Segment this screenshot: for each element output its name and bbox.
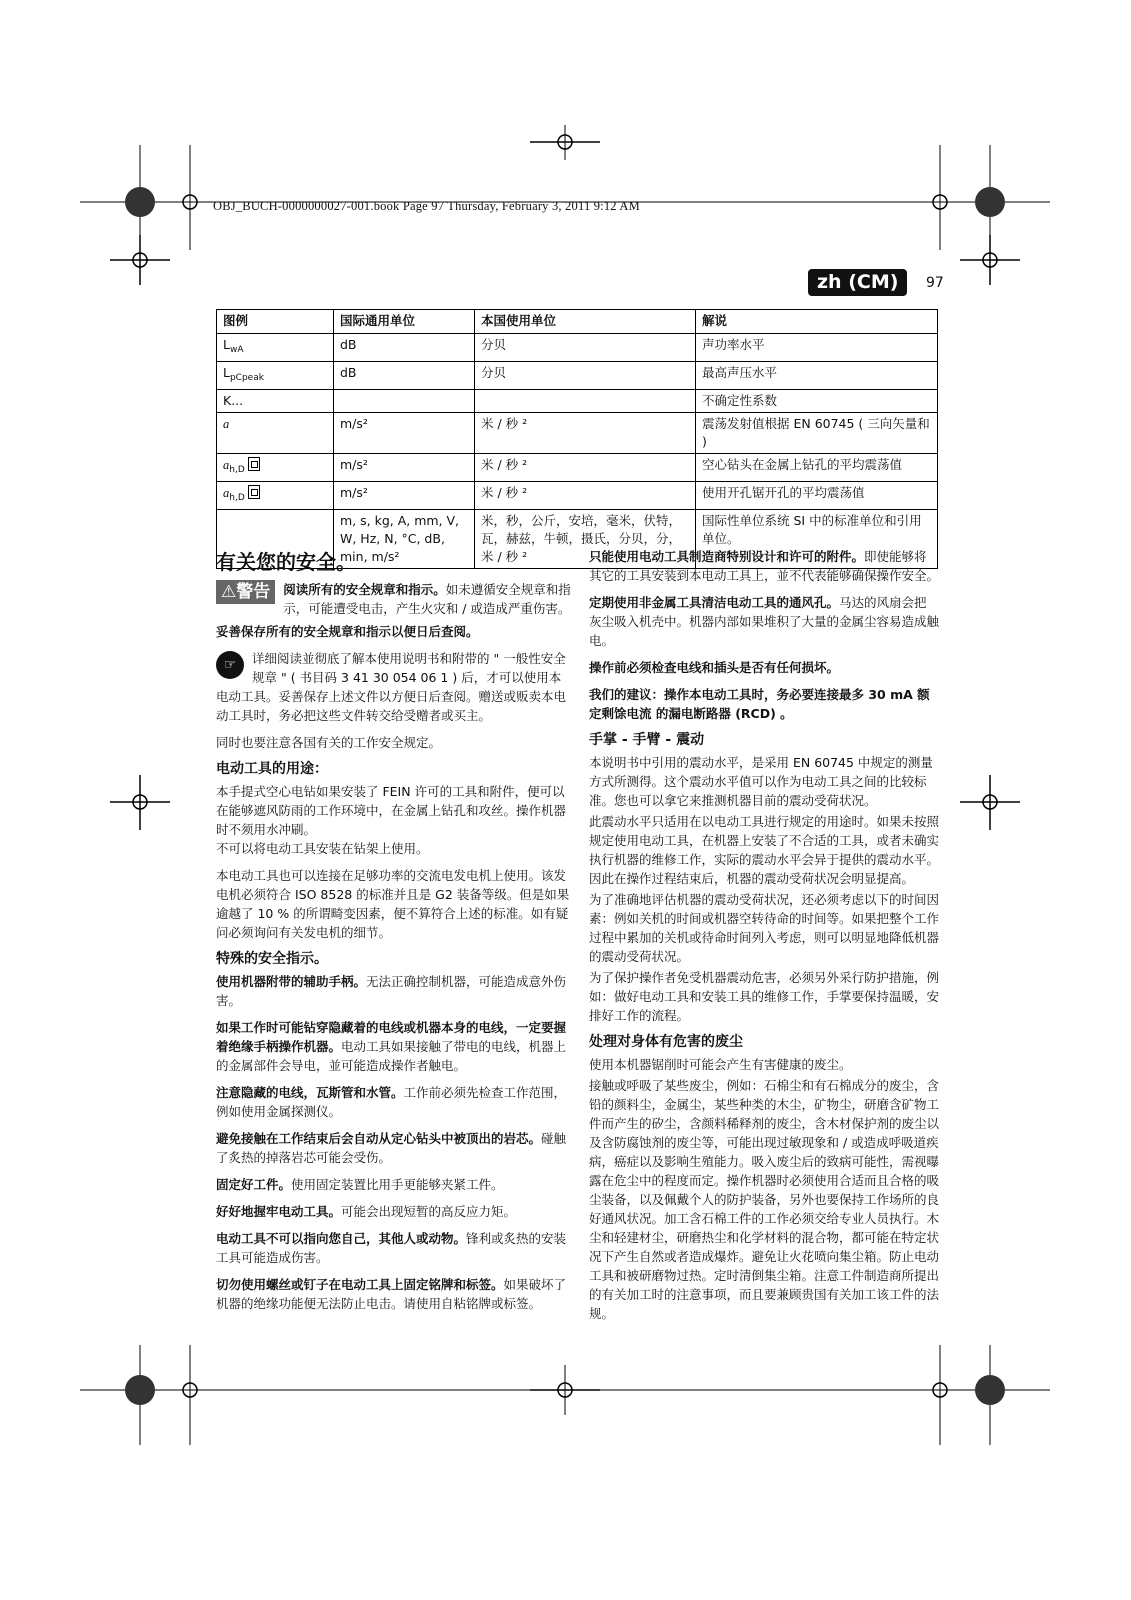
- warning-body: 如未遵循安全规章和指示，可能遭受电击，产生火灾和 / 或造成严重伤害。: [283, 582, 571, 616]
- print-header: OBJ_BUCH-0000000027-001.book Page 97 Thursday, February 3, 2011 9:12 AM: [213, 199, 640, 213]
- desc-cell: 使用开孔锯开孔的平均震荡值: [696, 482, 938, 510]
- safety-item-bold: 如果工作时可能钻穿隐藏着的电线或机器本身的电线，一定要握着绝缘手柄操作机器。: [216, 1020, 567, 1054]
- read-manual: [216, 649, 572, 725]
- vibration-text: 为了保护操作者免受机器震动危害，必须另外采行防护措施，例如：做好电动工具和安装工具的维修工作，手掌要保持温暖，安排好工作的流程。: [589, 970, 940, 1023]
- warning-bold: 阅读所有的安全规章和指示。: [283, 582, 446, 597]
- safety-item-bold: 操作前必须检查电线和插头是否有任何损坏。: [589, 660, 840, 675]
- special-safety-heading: 特殊的安全指示。: [216, 951, 328, 967]
- warning-block: [216, 580, 572, 618]
- safety-item-bold: 注意隐藏的电线，瓦斯管和水管。: [216, 1085, 404, 1100]
- table-row: [217, 362, 938, 390]
- symbol-cell: [217, 482, 334, 510]
- local-cell: 分贝: [475, 362, 696, 390]
- safety-item-bold: 切勿使用螺丝或钉子在电动工具上固定铭牌和标签。: [216, 1277, 504, 1292]
- right-column: [589, 547, 939, 1331]
- safety-item: [216, 1018, 572, 1075]
- local-cell: 米 / 秒 ²: [475, 413, 696, 454]
- symbol: K...: [223, 393, 244, 408]
- table-row: [217, 334, 938, 362]
- symbol-cell: [217, 454, 334, 482]
- si-cell: m/s²: [334, 454, 475, 482]
- intended-use-text: [216, 782, 572, 839]
- table-row: [217, 454, 938, 482]
- local-cell: 米 / 秒 ²: [475, 454, 696, 482]
- symbol-sub: pCpeak: [229, 373, 264, 383]
- si-cell: m/s²: [334, 482, 475, 510]
- safety-title: 有关您的安全。: [216, 550, 356, 574]
- safety-item-bold: 我们的建议：操作本电动工具时，务必要连接最多 30 mA 额定剩馀电流 的漏电断路器 (RCD) 。: [589, 687, 930, 721]
- safety-item-bold: 避免接触在工作结束后会自动从定心钻头中被顶出的岩芯。: [216, 1131, 542, 1146]
- intended-use-text-2: 不可以将电动工具安装在钻架上使用。: [216, 841, 429, 856]
- table-row: [217, 390, 938, 413]
- dust-text: 接触或呼吸了某些废尘，例如：石棉尘和有石棉成分的废尘，含铅的颜料尘，金属尘，某些种类的木尘，矿物尘，研磨含矿物工件而产生的矽尘，含颜料稀释剂的废尘，含木材保护剂的废尘以及含防腐蚀剂的废尘等，可能出现过敏现象和 / 或造成呼吸道疾病，癌症以及影响生殖能力。吸入废尘后的致病可能性，需视曝露在危尘中的程度而定。操作机器时必须使用合适而且合格的吸尘装备，以及佩戴个人的防护装备，另外也要保持工作场所的良好通风状况。加工含石棉工件的工作必须交给专业人员执行。木尘和轻建材尘，研磨热尘和化学材料的混合物，都可能在特定状况下产生自然或者造成爆炸。避免让火花喷向集尘箱。防止电动工具和被研磨物过热。定时清倒集尘箱。注意工件制造商所提出的有关加工时的注意事项，而且要兼顾贵国有关加工该工件的法规。: [589, 1078, 940, 1321]
- desc-cell: 国际性单位系统 SI 中的标准单位和引用单位。: [696, 510, 938, 569]
- table-header-row: [217, 310, 938, 334]
- safety-item-bold: 电动工具不可以指向您自己，其他人或动物。: [216, 1231, 467, 1246]
- safety-item-text: 可能会出现短暂的高反应力矩。: [341, 1204, 517, 1219]
- desc-cell: 最高声压水平: [696, 362, 938, 390]
- symbol-cell: [217, 413, 334, 454]
- table-header: 本国使用单位: [475, 310, 696, 334]
- safety-item: [216, 1175, 572, 1194]
- language-badge: zh (CM): [808, 269, 907, 296]
- warning-text: [283, 580, 572, 618]
- safety-item: [589, 547, 939, 585]
- units-table: [216, 309, 938, 569]
- si-cell: dB: [334, 334, 475, 362]
- symbol-sub: wA: [229, 345, 244, 355]
- symbol: a: [223, 486, 230, 500]
- vibration-text: 此震动水平只适用在以电动工具进行规定的用途时。如果未按照规定使用电动工具，在机器上安装了不合适的工具，或者未确实执行机器的维修工作，实际的震动水平会异于提供的震动水平。因此在操作过程结束后，机器的震动受荷状况会明显提高。: [589, 814, 940, 886]
- core-drill-icon: [248, 457, 260, 471]
- safety-item: [216, 1083, 572, 1121]
- si-cell: m/s²: [334, 413, 475, 454]
- hole-saw-icon: [248, 485, 260, 499]
- safety-item-text: 锋利或炙热的安装工具可能造成伤害。: [216, 1231, 567, 1265]
- safety-item-text: 如果破坏了机器的绝缘功能便无法防止电击。请使用自粘铭牌或标签。: [216, 1277, 567, 1311]
- use-p1: 本手提式空心电钻如果安装了 FEIN 许可的工具和附件，便可以在能够遮风防雨的工作环境中，在金属上钻孔和攻丝。操作机器时不须用水冲刷。: [216, 784, 567, 837]
- safety-item: [216, 1202, 572, 1221]
- symbol: a: [223, 417, 230, 431]
- safety-item: [216, 972, 572, 1010]
- symbol-cell: [217, 390, 334, 413]
- safety-item-text: 即使能够将其它的工具安装到本电动工具上，並不代表能够确保操作安全。: [589, 549, 940, 583]
- vibration-heading: 手掌 - 手臂 - 震动: [589, 732, 705, 748]
- symbol: L: [223, 337, 230, 352]
- table-row: [217, 413, 938, 454]
- vibration-text: 为了准确地评估机器的震动受荷状况，还必须考虑以下的时间因素：例如关机的时间或机器空转待命的时间等。如果把整个工作过程中累加的关机或待命时间列入考虑，则可以明显地降低机器的震动受荷状况。: [589, 892, 940, 964]
- safety-item: [216, 1129, 572, 1167]
- safety-item-text: 工作前必须先检查工作范围，例如使用金属探测仪。: [216, 1085, 567, 1119]
- symbol-cell: [217, 362, 334, 390]
- symbol-sub: h,D: [229, 465, 245, 475]
- intended-use-heading: 电动工具的用途：: [216, 761, 328, 777]
- safety-item-bold: 只能使用电动工具制造商特别设计和许可的附件。: [589, 549, 865, 564]
- safety-item: [589, 658, 939, 677]
- left-column: [216, 550, 572, 1321]
- safety-item-bold: 定期使用非金属工具清洁电动工具的通风孔。: [589, 595, 840, 610]
- symbol: a: [223, 458, 230, 472]
- safety-item: [216, 1275, 572, 1313]
- symbol-cell: [217, 334, 334, 362]
- keep-bold: 妥善保存所有的安全规章和指示以便日后查阅。: [216, 624, 479, 639]
- keep-instructions: [216, 622, 572, 641]
- table-header: 解说: [696, 310, 938, 334]
- dust-text: 使用本机器锯削时可能会产生有害健康的废尘。: [589, 1057, 852, 1072]
- desc-cell: 声功率水平: [696, 334, 938, 362]
- safety-item-text: 马达的风扇会把灰尘吸入机壳中。机器内部如果堆积了大量的金属尘容易造成触电。: [589, 595, 940, 648]
- si-cell: dB: [334, 362, 475, 390]
- safety-item-bold: 固定好工件。: [216, 1177, 292, 1192]
- safety-item-text: 无法正确控制机器，可能造成意外伤害。: [216, 974, 567, 1008]
- safety-item-bold: 好好地握牢电动工具。: [216, 1204, 342, 1219]
- warning-label: ⚠警告: [216, 580, 275, 604]
- safety-item-text: 碰触了炙热的掉落岩芯可能会受伤。: [216, 1131, 567, 1165]
- read-manual-text: 详细阅读並彻底了解本使用说明书和附带的 " 一般性安全规章 " ( 书目码 3 41 30 054 06 1 ) 后，才可以使用本电动工具。妥善保存上述文件以方便日后查阅。赠送或贩卖本电动工具时，务必把这些文件转交给受赠者或买主。: [216, 651, 567, 723]
- page-number: 97: [926, 275, 944, 291]
- desc-cell: 不确定性系数: [696, 390, 938, 413]
- table-row: [217, 482, 938, 510]
- si-cell: m, s, kg, A, mm, V, W, Hz, N, °C, dB, min, m/s²: [334, 510, 475, 569]
- safety-item: [589, 593, 939, 650]
- local-cell: [475, 390, 696, 413]
- safety-item-text: 使用固定装置比用手更能够夹紧工件。: [291, 1177, 504, 1192]
- table-header: 图例: [217, 310, 334, 334]
- generator-text: 本电动工具也可以连接在足够功率的交流电发电机上使用。该发电机必须符合 ISO 8528 的标准并且是 G2 装备等级。但是如果逾越了 10 % 的所谓畸变因素，便不算符合上述的标准。如有疑问必须询问有关发电机的细节。: [216, 868, 570, 940]
- read-manual-icon: ☞: [216, 651, 244, 679]
- symbol-sub: h,D: [229, 493, 245, 503]
- safety-item-text: 电动工具如果接触了带电的电线，机器上的金属部件会导电，並可能造成操作者触电。: [216, 1039, 567, 1073]
- local-cell: 分贝: [475, 334, 696, 362]
- si-cell: [334, 390, 475, 413]
- local-cell: 米 / 秒 ²: [475, 482, 696, 510]
- desc-cell: 震荡发射值根据 EN 60745 ( 三向矢量和 ): [696, 413, 938, 454]
- vibration-text: 本说明书中引用的震动水平，是采用 EN 60745 中规定的测量方式所测得。这个震动水平值可以作为电动工具之间的比较标准。您也可以拿它来推测机器目前的震动受荷状况。: [589, 755, 933, 808]
- safety-item: [589, 685, 939, 723]
- dust-heading: 处理对身体有危害的废尘: [589, 1034, 743, 1050]
- local-cell: 米，秒，公斤，安培，毫米，伏特，瓦，赫兹，牛顿，摄氏，分贝，分，米 / 秒 ²: [475, 510, 696, 569]
- table-header: 国际通用单位: [334, 310, 475, 334]
- also-note: 同时也要注意各国有关的工作安全规定。: [216, 735, 442, 750]
- safety-item: [216, 1229, 572, 1267]
- desc-cell: 空心钻头在金属上钻孔的平均震荡值: [696, 454, 938, 482]
- symbol: L: [223, 365, 230, 380]
- safety-item-bold: 使用机器附带的辅助手柄。: [216, 974, 367, 989]
